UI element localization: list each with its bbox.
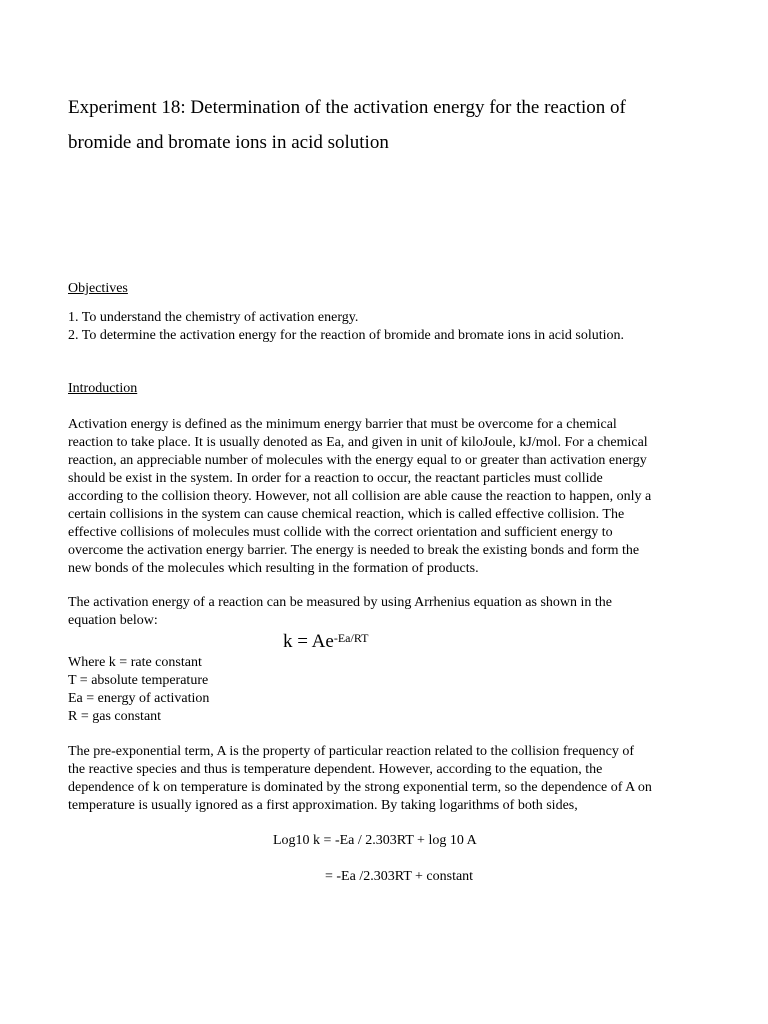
paragraph-line: reaction to take place. It is usually denoted as Ea, and given in unit of kiloJoule, kJ/mol. For a chemical <box>68 435 648 450</box>
title-line-1: Experiment 18: Determination of the activation energy for the reaction of <box>68 97 626 118</box>
definition-line: T = absolute temperature <box>68 673 209 688</box>
definition-line: Where k = rate constant <box>68 655 202 670</box>
paragraph-line: equation below: <box>68 613 158 628</box>
paragraph-line: dependence of k on temperature is dominated by the strong exponential term, so the dependence of A on <box>68 780 652 795</box>
paragraph-line: temperature is usually ignored as a first approximation. By taking logarithms of both sides, <box>68 798 578 813</box>
arrhenius-equation <box>283 630 368 654</box>
paragraph-line: The activation energy of a reaction can be measured by using Arrhenius equation as shown in the <box>68 595 613 610</box>
paragraph-line: should be exist in the system. In order for a reaction to occur, the reactant particles must collide <box>68 471 603 486</box>
equation-exponent: -Ea/RT <box>333 631 369 645</box>
log-equation-line-1: Log10 k = -Ea / 2.303RT + log 10 A <box>273 833 477 848</box>
paragraph-line: The pre-exponential term, A is the property of particular reaction related to the collision frequency of <box>68 744 635 759</box>
objective-item: 1. To understand the chemistry of activation energy. <box>68 310 359 325</box>
paragraph-line: overcome the activation energy barrier. The energy is needed to break the existing bonds and form the <box>68 543 640 558</box>
introduction-heading: Introduction <box>68 381 138 396</box>
objectives-heading: Objectives <box>68 281 128 296</box>
paragraph-line: according to the collision theory. However, not all collision are able cause the reaction to happen, only a <box>68 489 652 504</box>
document-title <box>68 90 708 160</box>
equation-base: k = Ae <box>283 631 334 652</box>
log-equation-line-2: = -Ea /2.303RT + constant <box>325 869 474 884</box>
introduction-paragraph-2 <box>68 594 708 630</box>
title-line-2: bromide and bromate ions in acid solution <box>68 132 389 153</box>
definition-line: R = gas constant <box>68 709 162 724</box>
variable-definitions <box>68 654 708 726</box>
introduction-paragraph-3 <box>68 743 708 815</box>
paragraph-line: Activation energy is defined as the minimum energy barrier that must be overcome for a chemical <box>68 417 617 432</box>
paragraph-line: the reactive species and thus is temperature dependent. However, according to the equation, the <box>68 762 603 777</box>
paragraph-line: certain collisions in the system can cause chemical reaction, which is called effective collision. The <box>68 507 625 522</box>
objectives-list <box>68 309 708 345</box>
definition-line: Ea = energy of activation <box>68 691 210 706</box>
paragraph-line: new bonds of the molecules which resulting in the formation of products. <box>68 561 479 576</box>
paragraph-line: reaction, an appreciable number of molecules with the energy equal to or greater than activation energy <box>68 453 647 468</box>
introduction-paragraph-1 <box>68 416 708 578</box>
objective-item: 2. To determine the activation energy for the reaction of bromide and bromate ions in acid solution. <box>68 328 625 343</box>
paragraph-line: effective collisions of molecules must collide with the correct orientation and sufficient energy to <box>68 525 613 540</box>
